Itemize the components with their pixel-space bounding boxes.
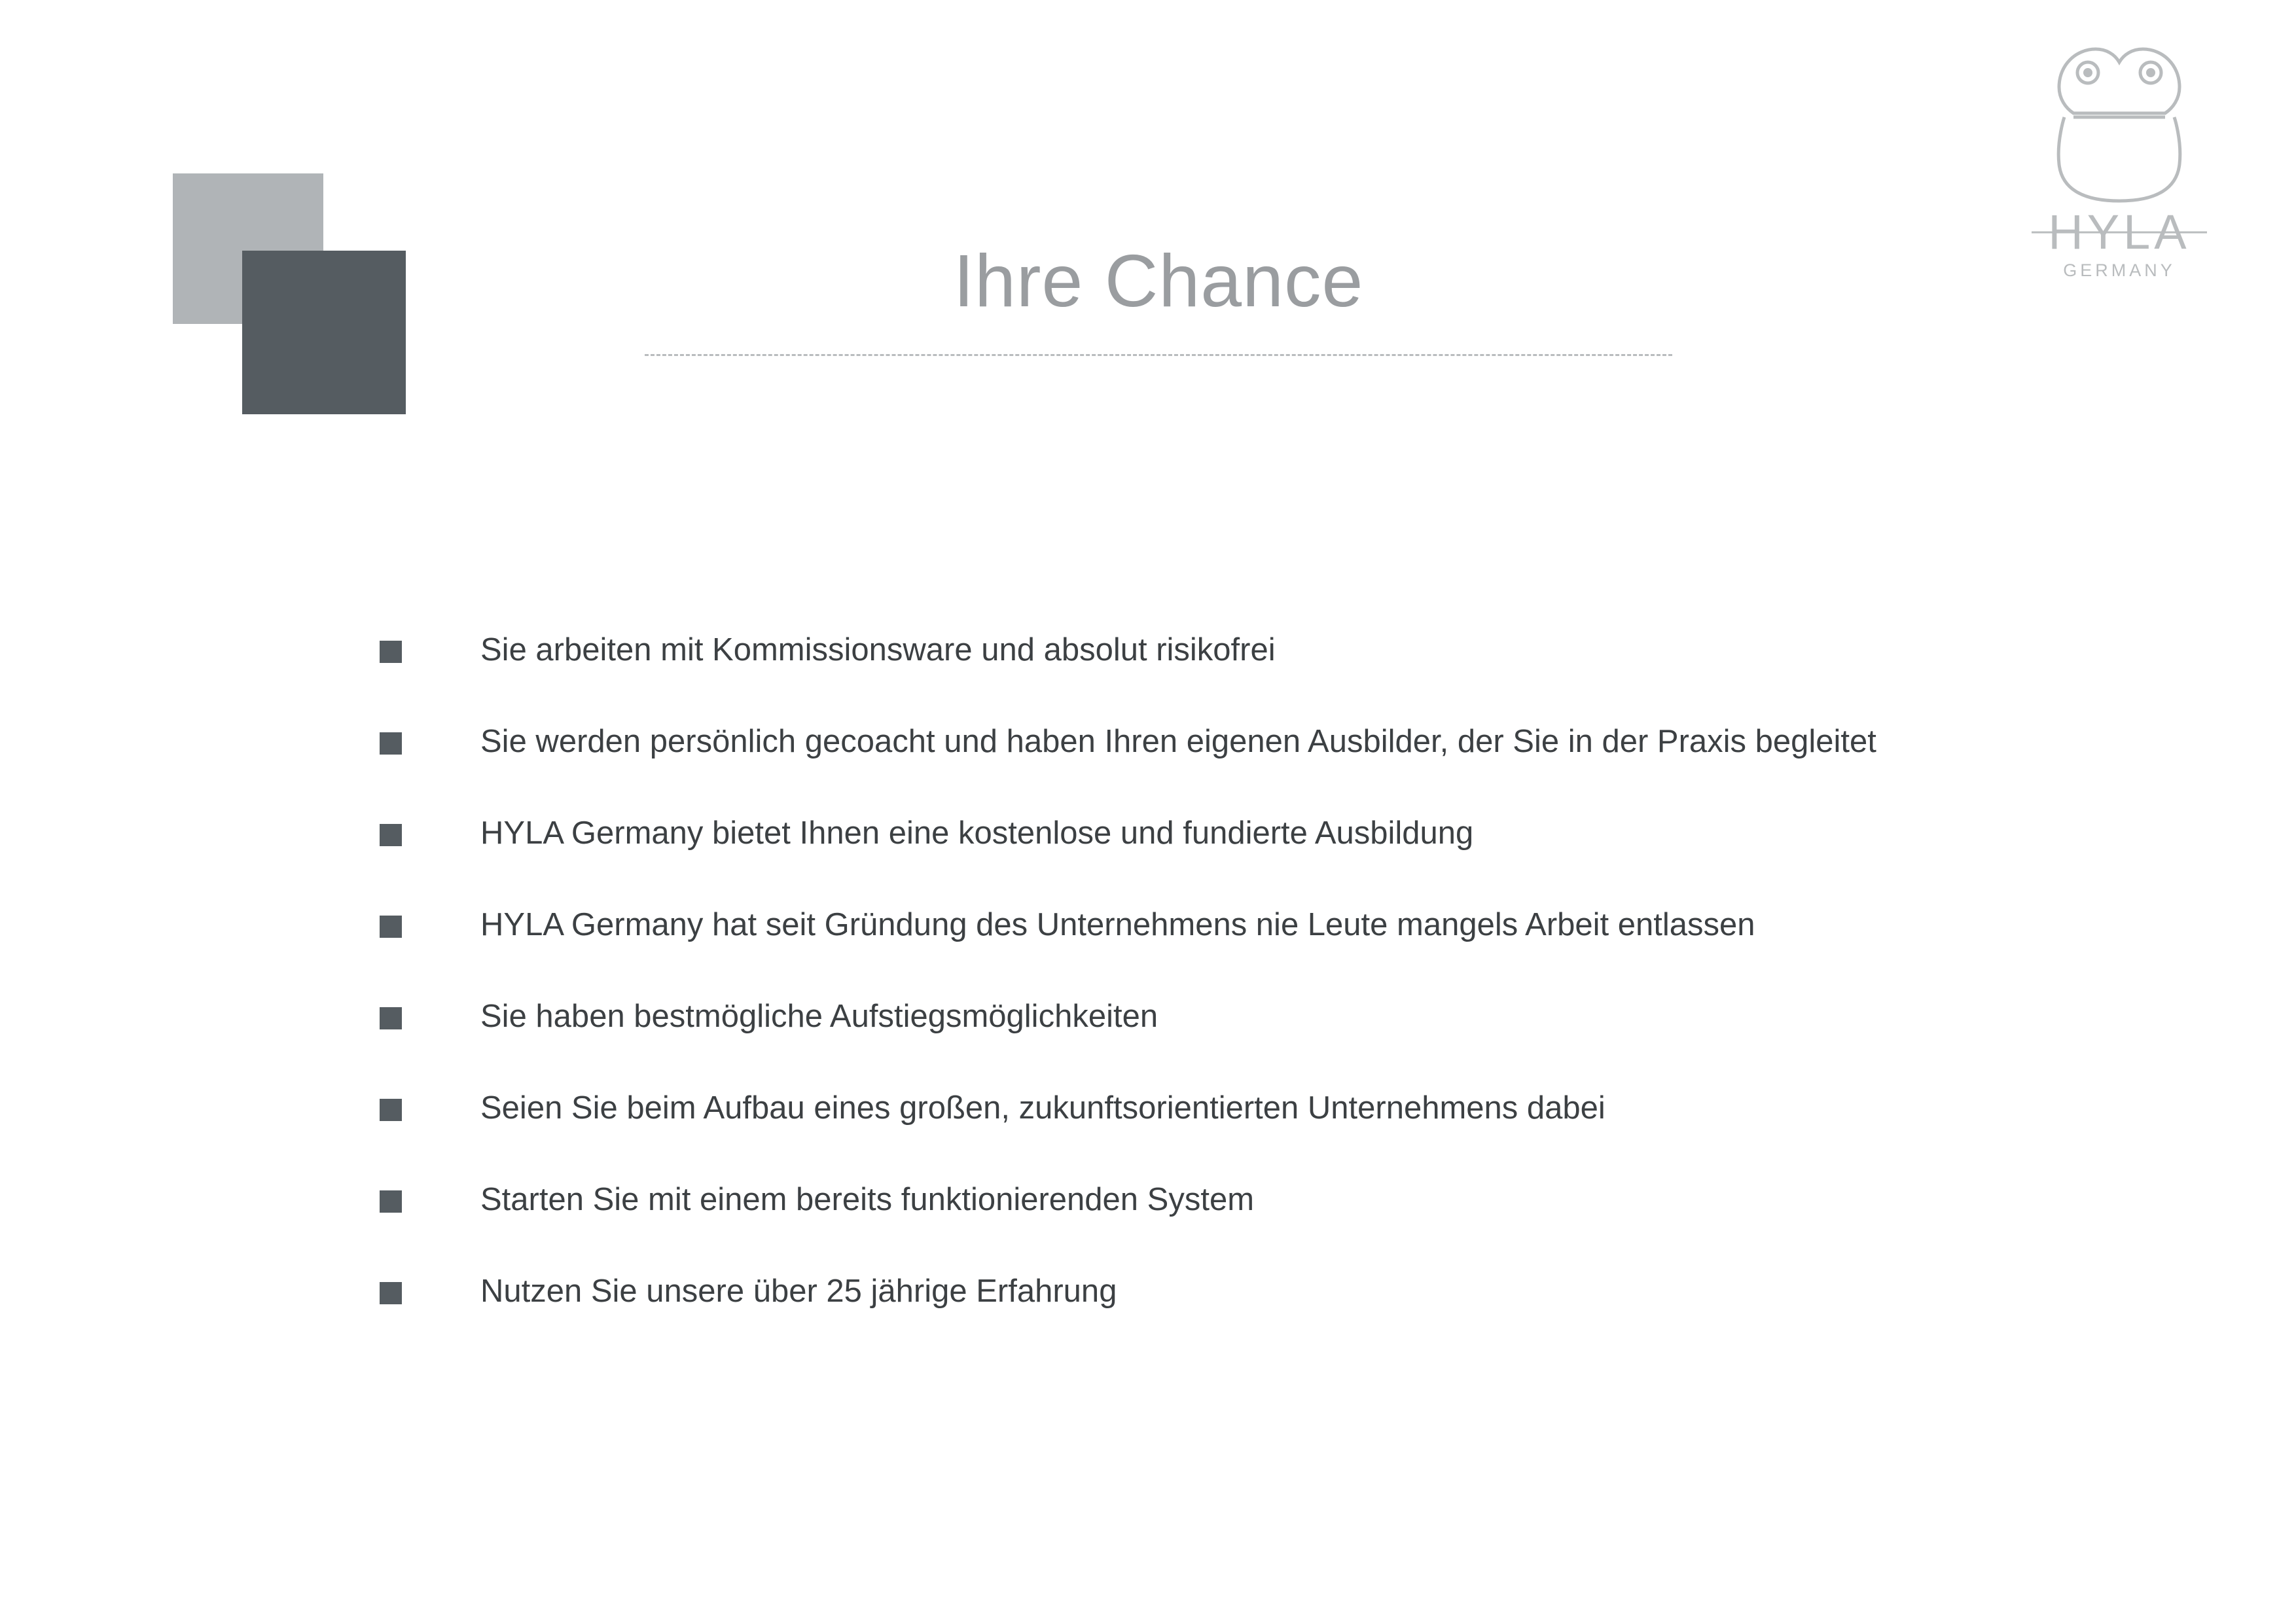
- list-item-label: Sie arbeiten mit Kommissionsware und absolut risikofrei: [480, 632, 1276, 668]
- list-item: [380, 723, 2081, 815]
- square-bullet-icon: [380, 1007, 402, 1029]
- list-item-label: HYLA Germany bietet Ihnen eine kostenlose und fundierte Ausbildung: [480, 815, 1474, 851]
- logo-subtitle: GERMANY: [2063, 260, 2176, 280]
- square-bullet-icon: [380, 1099, 402, 1121]
- square-bullet-icon: [380, 732, 402, 755]
- title-divider: [645, 354, 1672, 356]
- square-bullet-icon: [380, 641, 402, 663]
- list-item-label: Starten Sie mit einem bereits funktionierenden System: [480, 1182, 1255, 1217]
- list-item: [380, 632, 2081, 723]
- list-item-label: Nutzen Sie unsere über 25 jährige Erfahrung: [480, 1274, 1117, 1309]
- square-bullet-icon: [380, 916, 402, 938]
- hyla-logo: [2008, 36, 2231, 291]
- list-item: [380, 998, 2081, 1090]
- logo-wordmark: HYLA: [2048, 205, 2191, 259]
- list-item-label: Sie haben bestmögliche Aufstiegsmöglichkeiten: [480, 999, 1158, 1034]
- square-bullet-icon: [380, 1190, 402, 1213]
- square-bullet-icon: [380, 824, 402, 846]
- bullet-list: [380, 632, 2081, 1364]
- list-item: [380, 1090, 2081, 1181]
- square-bullet-icon: [380, 1282, 402, 1304]
- list-item: [380, 1273, 2081, 1364]
- list-item-label: HYLA Germany hat seit Gründung des Unternehmens nie Leute mangels Arbeit entlassen: [480, 907, 1755, 942]
- list-item-label: Seien Sie beim Aufbau eines großen, zukunftsorientierten Unternehmens dabei: [480, 1090, 1605, 1126]
- page-title: Ihre Chance: [953, 240, 1364, 322]
- slide-title-block: [635, 242, 1682, 356]
- list-item: [380, 815, 2081, 906]
- decorative-square-dark: [242, 251, 406, 414]
- list-item-label: Sie werden persönlich gecoacht und haben Ihren eigenen Ausbilder, der Sie in der Praxis begleitet: [480, 724, 1876, 759]
- list-item: [380, 906, 2081, 998]
- list-item: [380, 1181, 2081, 1273]
